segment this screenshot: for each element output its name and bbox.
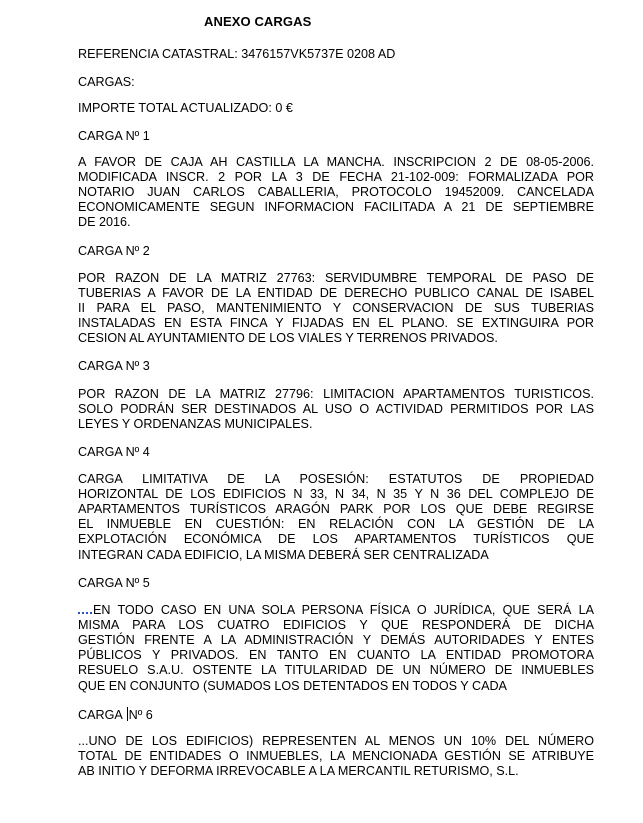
carga-6-heading-b: Nº 6 — [128, 708, 153, 722]
carga-6-line: TOTAL DE ENTIDADES O INMUEBLES, LA MENCIONADA GESTIÓN SE ATRIBUYE — [78, 749, 594, 763]
carga-5-line: MISMA PARA LOS CUATRO EDIFICIOS Y QUE RESPONDERÁ DE DICHA — [78, 618, 594, 632]
carga-6-heading-a: CARGA — [78, 708, 126, 722]
carga-5-line: PÚBLICOS Y PRIVADOS. EN TANTO EN CUANTO LA ENTIDAD PROMOTORA — [78, 648, 594, 662]
carga-2-line: INSTALADAS EN ESTA FINCA Y FIJADAS EN EL PLANO. SE EXTINGUIRA POR — [78, 316, 594, 330]
carga-5-line: GESTIÓN FRENTE A LA ADMINISTRACIÓN Y DEMÁS AUTORIDADES Y ENTES — [78, 633, 594, 647]
carga-3-heading: CARGA Nº 3 — [78, 359, 150, 373]
carga-1-line: DE 2016. — [78, 215, 131, 229]
carga-1-heading: CARGA Nº 1 — [78, 129, 150, 143]
carga-4-line: HORIZONTAL DE LOS EDIFICIOS N 33, N 34, N 35 Y N 36 DEL COMPLEJO DE — [78, 487, 594, 501]
carga-4-line: APARTAMENTOS TURÍSTICOS ARAGÓN PARK POR LOS QUE DEBE REGIRSE — [78, 502, 594, 516]
carga-5-heading: CARGA Nº 5 — [78, 576, 150, 590]
carga-2-heading: CARGA Nº 2 — [78, 244, 150, 258]
total-amount: IMPORTE TOTAL ACTUALIZADO: 0 € — [78, 101, 293, 115]
text-cursor-icon — [127, 707, 128, 721]
carga-2-line: TUBERIAS A FAVOR DE LA ENTIDAD DE DERECHO PUBLICO CANAL DE ISABEL — [78, 286, 594, 300]
carga-3-line: LEYES Y ORDENANZAS MUNICIPALES. — [78, 417, 313, 431]
carga-3-line: SOLO PODRÁN SER DESTINADOS AL USO O ACTIVIDAD PERMITIDOS POR LAS — [78, 402, 594, 416]
carga-4-line: EXPLOTACIÓN ECONÓMICA DE LOS APARTAMENTOS TURÍSTICOS QUE — [78, 532, 594, 546]
carga-6-heading[interactable] — [78, 707, 594, 723]
cargas-label: CARGAS: — [78, 75, 135, 89]
carga-4-line: INTEGRAN CADA EDIFICIO, LA MISMA DEBERÁ SER CENTRALIZADA — [78, 548, 489, 562]
carga-4-heading: CARGA Nº 4 — [78, 445, 150, 459]
carga-1-line: ECONOMICAMENTE SEGUN INFORMACION FACILITADA A 21 DE SEPTIEMBRE — [78, 200, 594, 214]
carga-5-line: EN TODO CASO EN UNA SOLA PERSONA FÍSICA O JURÍDICA, QUE SERÁ LA — [93, 603, 594, 617]
carga-4-line: CARGA LIMITATIVA DE LA POSESIÓN: ESTATUTOS DE PROPIEDAD — [78, 472, 594, 486]
carga-1-line: A FAVOR DE CAJA AH CASTILLA LA MANCHA. INSCRIPCION 2 DE 08-05-2006. — [78, 155, 594, 169]
carga-5-first-line — [78, 603, 594, 618]
carga-5-line: RESUELO S.A.U. OSTENTE LA TITULARIDAD DE UN NÚMERO DE INMUEBLES — [78, 663, 594, 677]
carga-2-line: II PARA EL PASO, MANTENIMIENTO Y CONSERVACION DE SUS TUBERIAS — [78, 301, 594, 315]
cadastral-reference: REFERENCIA CATASTRAL: 3476157VK5737E 0208 AD — [78, 47, 396, 61]
carga-2-line: CESION AL AYUNTAMIENTO DE LOS VIALES Y TERRENOS PRIVADOS. — [78, 331, 498, 345]
carga-4-line: EL INMUEBLE EN CUESTIÓN: EN RELACIÓN CON LA GESTIÓN DE LA — [78, 517, 594, 531]
carga-6-line: AB INITIO Y DEFORMA IRREVOCABLE A LA MERCANTIL RETURISMO, S.L. — [78, 764, 519, 778]
carga-1-line: NOTARIO JUAN CARLOS CABALLERIA, PROTOCOLO 19452009. CANCELADA — [78, 185, 594, 199]
carga-2-line: POR RAZON DE LA MATRIZ 27763: SERVIDUMBRE TEMPORAL DE PASO DE — [78, 271, 594, 285]
carga-3-line: POR RAZON DE LA MATRIZ 27796: LIMITACION APARTAMENTOS TURISTICOS. — [78, 387, 594, 401]
document-title: ANEXO CARGAS — [204, 14, 312, 29]
carga-5-line: QUE EN CONJUNTO (SUMADOS LOS DETENTADOS EN TODOS Y CADA — [78, 679, 507, 693]
spellcheck-squiggle-icon — [78, 606, 92, 614]
carga-6-line: ...UNO DE LOS EDIFICIOS) REPRESENTEN AL MENOS UN 10% DEL NÚMERO — [78, 734, 594, 748]
carga-1-line: MODIFICADA INSCR. 2 POR LA 3 DE FECHA 21-102-009: FORMALIZADA POR — [78, 170, 594, 184]
